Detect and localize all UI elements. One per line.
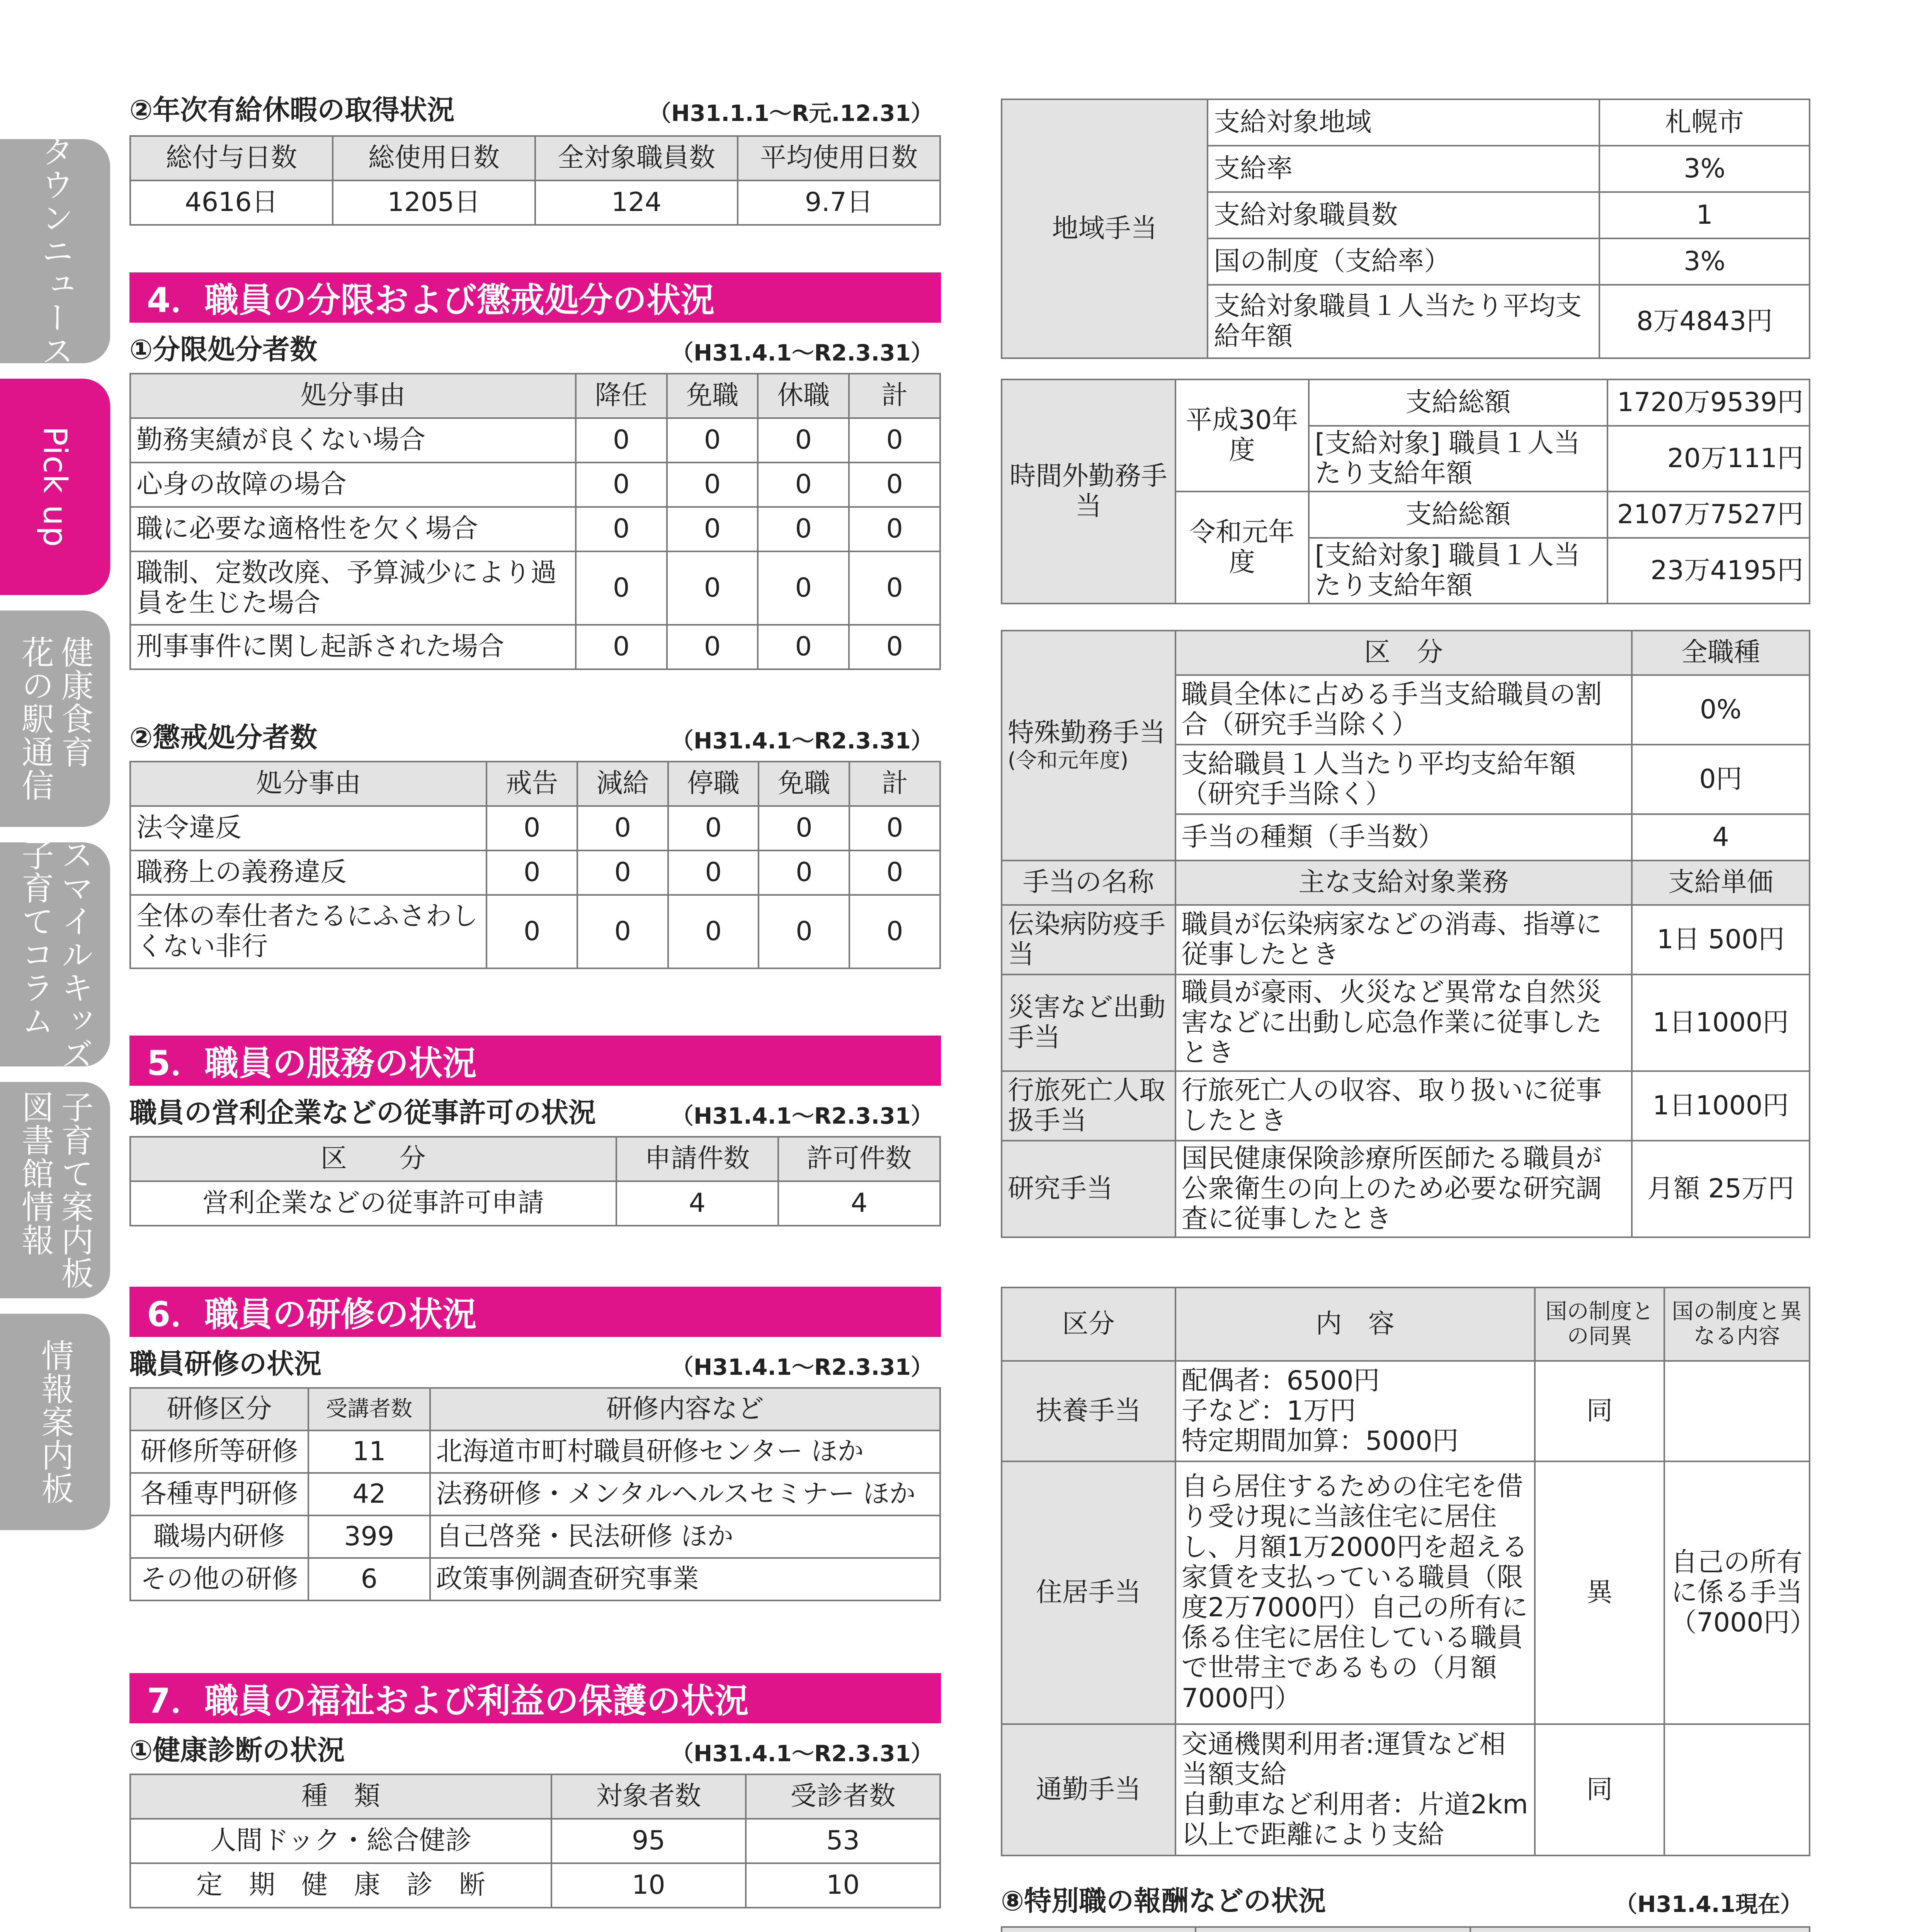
table-cell: 0 (577, 806, 668, 850)
table-cell: 0 (667, 625, 758, 669)
table-header: 停職 (668, 762, 759, 806)
table-header: 減給 (577, 762, 668, 806)
table-header: 休職 (758, 374, 849, 418)
table-cell: 支給対象地域 (1208, 99, 1599, 146)
family-housing-commute-table (1001, 1287, 1816, 1856)
subheading-title: ②懲戒処分者数 (129, 721, 318, 753)
table-cell: 0 (758, 418, 849, 463)
table-cell: 刑事事件に関し起訴された場合 (130, 625, 576, 669)
row-label: 地域手当 (1002, 99, 1208, 358)
table-row (1002, 1141, 1810, 1237)
table-header: 免職 (667, 374, 758, 418)
table-cell: 2107万7527円 (1607, 492, 1810, 538)
leave-table (129, 135, 941, 226)
table-row (1002, 1361, 1810, 1461)
table-cell: 通勤手当 (1002, 1724, 1175, 1855)
table-cell: 手当の種類（手当数） (1175, 814, 1632, 861)
table-row (130, 463, 940, 507)
table-cell: 0 (576, 507, 667, 551)
table-cell: 0 (667, 418, 758, 463)
period-label: （H31.4.1〜R2.3.31） (671, 1740, 933, 1767)
section-6 (129, 1287, 941, 1601)
table-cell: 勤務実績が良くない場合 (130, 418, 576, 463)
table-cell: 0 (577, 895, 668, 968)
table-row (130, 180, 940, 225)
special-posts-section (1001, 1884, 1810, 1932)
table-cell: 6 (308, 1558, 430, 1600)
table-row (130, 1819, 940, 1863)
table-cell: 各種専門研修 (130, 1473, 308, 1515)
table-cell: 53 (746, 1819, 940, 1863)
table-cell: 0 (849, 806, 940, 850)
table-header: 受診者数 (746, 1774, 940, 1819)
table-cell: [支給対象] 職員１人当たり支給年額 (1309, 426, 1608, 492)
table-cell: 法令違反 (130, 806, 486, 850)
side-tab-label: タウンニュース (36, 135, 74, 367)
section-4 (129, 272, 941, 969)
table-row (130, 418, 940, 463)
table-cell (1664, 1361, 1810, 1461)
table-cell: 同 (1535, 1361, 1664, 1461)
table-cell: 国の制度（支給率） (1208, 238, 1599, 285)
special-allowance-table (1001, 630, 1810, 1238)
table-cell: 支給総額 (1309, 379, 1608, 426)
side-tab-smile-kids[interactable] (0, 838, 110, 1071)
table-cell: 1205日 (333, 180, 535, 225)
table-cell: 0 (576, 625, 667, 669)
period-label: （H31.4.1現在） (1614, 1891, 1803, 1917)
table-cell: 伝染病防疫手当 (1002, 905, 1175, 975)
training-table (129, 1387, 941, 1601)
table-cell: 0 (849, 463, 940, 507)
table-row (130, 1515, 940, 1558)
table-row (1002, 99, 1810, 146)
table-cell: 政策事例調査研究事業 (430, 1558, 941, 1600)
table-cell: 交通機関利用者:運賃など相当額支給 自動車など利用者：片道2km以上で距離により支給 (1175, 1724, 1535, 1855)
table-header: 総付与日数 (130, 136, 333, 180)
table-cell: 人間ドック・総合健診 (130, 1819, 551, 1863)
table-row (1002, 1071, 1810, 1141)
leave-subheading (129, 93, 941, 128)
table-cell: 4616日 (130, 180, 333, 225)
subheading-title: ⑧特別職の報酬などの状況 (1001, 1885, 1326, 1917)
table-header: 申請件数 (616, 1137, 778, 1181)
table-cell: 自ら居住するための住宅を借り受け現に当該住宅に居住し、月額1万2000円を超える家賃を支払っている職員（限度2万7000円）自己の所有に係る住宅に居住している職員で世帯主であるもの（月額7000円） (1175, 1461, 1535, 1724)
table-row (130, 895, 940, 968)
table-cell: 0 (667, 463, 758, 507)
table-cell: 0 (668, 895, 759, 968)
subheading-title: ①健康診断の状況 (129, 1734, 345, 1766)
table-cell: 0 (577, 850, 668, 895)
table-cell: 10 (746, 1863, 940, 1908)
table-row (1002, 861, 1810, 905)
table-cell: 11 (308, 1430, 430, 1473)
table-cell: 扶養手当 (1002, 1361, 1175, 1461)
period-label: （H31.4.1〜R2.3.31） (671, 728, 933, 754)
table-cell: 4 (1632, 814, 1810, 861)
table-cell: 0 (576, 551, 667, 625)
table-header: 支給単価 (1632, 861, 1810, 905)
training-subheading (129, 1347, 941, 1381)
table-header: 受講者数 (308, 1388, 430, 1430)
table-cell: 自己啓発・民法研修 ほか (430, 1515, 941, 1558)
table-cell: 9.7日 (738, 180, 940, 225)
table-cell: 研修所等研修 (130, 1430, 308, 1473)
table-row (130, 1558, 940, 1600)
table-cell: 1 (1599, 192, 1810, 238)
table-cell: 3% (1599, 238, 1810, 285)
table-cell: [支給対象] 職員１人当たり支給年額 (1309, 538, 1608, 604)
table-cell: 全体の奉仕者たるにふさわしくない非行 (130, 895, 486, 968)
table-header (1002, 1927, 1196, 1932)
table-header: 総使用日数 (333, 136, 535, 180)
section-heading: 4．職員の分限および懲戒処分の状況 (129, 272, 941, 323)
bungen-table (129, 373, 941, 670)
table-cell: 支給対象職員１人当たり平均支給年額 (1208, 285, 1599, 358)
table-cell: 0 (576, 463, 667, 507)
table-cell: 0 (486, 806, 577, 850)
table-header: 計 (849, 374, 940, 418)
table-cell: 42 (308, 1473, 430, 1515)
side-tab-health[interactable] (0, 611, 110, 827)
overtime-allowance-table (1001, 379, 1810, 604)
table-header: 国の制度と異なる内容 (1664, 1287, 1810, 1361)
table-cell: 0 (758, 625, 849, 669)
table-cell: 心身の故障の場合 (130, 463, 576, 507)
table-cell: 0 (759, 806, 849, 850)
table-cell: 1720万9539円 (1607, 379, 1810, 426)
side-tab-town-news[interactable] (0, 135, 110, 367)
table-cell: 0 (667, 551, 758, 625)
special-posts-subheading (1001, 1884, 1810, 1918)
table-cell: 8万4843円 (1599, 285, 1810, 358)
table-cell: 住居手当 (1002, 1461, 1175, 1724)
section-heading: 6．職員の研修の状況 (129, 1287, 941, 1337)
table-cell: 支給職員１人当たり平均支給年額（研究手当除く） (1175, 745, 1632, 814)
table-cell: 0 (486, 850, 577, 895)
choukai-subheading (129, 720, 941, 755)
table-cell: 0 (849, 850, 940, 895)
table-cell: 支給率 (1208, 146, 1599, 192)
table-cell: 0 (758, 463, 849, 507)
period-label: （H31.4.1〜R2.3.31） (671, 1103, 933, 1129)
table-row (130, 1473, 940, 1515)
table-cell: 職員全体に占める手当支給職員の割合（研究手当除く） (1175, 675, 1632, 745)
side-tab-label: Pick up (36, 426, 74, 548)
table-cell: 災害など出動手当 (1002, 975, 1175, 1071)
side-tab-label: 情報案内板 (36, 1339, 74, 1505)
table-row (1002, 905, 1810, 975)
side-tab-pick-up[interactable] (0, 379, 110, 595)
table-header: 計 (849, 762, 940, 806)
table-header: 全対象職員数 (535, 136, 738, 180)
table-cell: 1日 500円 (1632, 905, 1810, 975)
table-row (130, 551, 940, 625)
table-header: 国の制度との同異 (1535, 1287, 1664, 1361)
table-cell: 異 (1535, 1461, 1664, 1724)
choukai-table (129, 761, 941, 969)
table-row (130, 507, 940, 551)
table-header: 手当の名称 (1002, 861, 1175, 905)
table-header: 区分 (1002, 1287, 1175, 1361)
year-cell: 平成30年度 (1175, 379, 1309, 492)
section-7 (129, 1673, 941, 1932)
period-label: （H31.1.1〜R元.12.31） (648, 100, 933, 126)
year-cell: 令和元年度 (1175, 492, 1309, 604)
table-row (130, 625, 940, 669)
fukumu-subheading (129, 1095, 941, 1130)
section-heading: 7．職員の福祉および利益の保護の状況 (129, 1673, 941, 1723)
table-header: 研修内容など (430, 1388, 941, 1430)
table-header: 種 類 (130, 1774, 551, 1819)
table-cell: 自己の所有に係る手当（7000円） (1664, 1461, 1810, 1724)
table-cell: 0 (668, 850, 759, 895)
table-cell: 1日1000円 (1632, 975, 1810, 1071)
table-cell: 職制、定数改廃、予算減少により過員を生じた場合 (130, 551, 576, 625)
table-row (1002, 975, 1810, 1071)
table-header: 降任 (576, 374, 667, 418)
table-cell: 職務上の義務違反 (130, 850, 486, 895)
table-cell: 0 (849, 507, 940, 551)
table-row (130, 1430, 940, 1473)
table-cell: その他の研修 (130, 1558, 308, 1600)
table-cell: 0 (849, 625, 940, 669)
table-cell: 0 (849, 551, 940, 625)
table-row (130, 850, 940, 895)
table-header: 対象者数 (551, 1774, 746, 1819)
table-row (1002, 1461, 1810, 1724)
bungen-subheading (129, 332, 941, 367)
side-tab-label: 子育て案内板 図書館情報 (16, 1090, 94, 1290)
health-table (129, 1774, 941, 1908)
subheading-title: 職員の営利企業などの従事許可の状況 (129, 1097, 596, 1129)
leave-section (129, 93, 941, 226)
table-cell: 札幌市 (1599, 99, 1810, 146)
table-cell: 北海道市町村職員研修センター ほか (430, 1430, 941, 1473)
subheading-title: 職員研修の状況 (129, 1348, 322, 1380)
table-cell: 0 (849, 418, 940, 463)
table-cell: 3% (1599, 146, 1810, 192)
table-cell: 0円 (1632, 745, 1810, 814)
table-cell: 0 (759, 850, 849, 895)
table-header: 許可件数 (778, 1137, 940, 1181)
table-cell: 0 (758, 551, 849, 625)
table-cell: 0 (668, 806, 759, 850)
table-cell: 支給総額 (1309, 492, 1608, 538)
table-header: 戒告 (486, 762, 577, 806)
table-cell: 0 (758, 507, 849, 551)
table-cell: 研究手当 (1002, 1141, 1175, 1237)
table-cell: 国民健康保険診療所医師たる職員が公衆衛生の向上のため必要な研究調査に従事したとき (1175, 1141, 1632, 1237)
special-label-sub: (令和元年度) (1008, 748, 1129, 773)
section-5 (129, 1036, 941, 1226)
special-label: 特殊勤務手当 (1008, 718, 1166, 748)
table-cell: 10 (551, 1863, 746, 1908)
table-cell: 0 (667, 507, 758, 551)
table-cell: 124 (535, 180, 738, 225)
row-label: 時間外勤務手当 (1002, 379, 1175, 604)
table-header: 研修区分 (130, 1388, 308, 1430)
row-label (1002, 631, 1175, 861)
table-header: 区 分 (1175, 631, 1632, 675)
table-cell: 同 (1535, 1724, 1664, 1855)
table-cell: 行旅死亡人取扱手当 (1002, 1071, 1175, 1141)
table-cell: 職員が豪雨、火災など異常な自然災害などに出動し応急作業に従事したとき (1175, 975, 1632, 1071)
table-header: 処分事由 (130, 762, 486, 806)
table-row (1002, 631, 1810, 675)
table-cell: 20万111円 (1607, 426, 1810, 492)
table-cell: 4 (616, 1181, 778, 1226)
table-cell: 0 (849, 895, 940, 968)
table-cell: 配偶者：6500円 子など：1万円 特定期間加算：5000円 (1175, 1361, 1535, 1461)
special-posts-table (1001, 1926, 1810, 1932)
table-cell: 1日1000円 (1632, 1071, 1810, 1141)
table-cell: 399 (308, 1515, 430, 1558)
table-row (1002, 379, 1810, 426)
table-cell: 支給対象職員数 (1208, 192, 1599, 238)
side-tab-label: スマイルキッズ 子育てコラム (16, 838, 94, 1071)
table-cell: 行旅死亡人の収容、取り扱いに従事したとき (1175, 1071, 1632, 1141)
table-cell: 月額 25万円 (1632, 1141, 1810, 1237)
table-cell: 定 期 健 康 診 断 (130, 1863, 551, 1908)
table-header: 区 分 (130, 1137, 616, 1181)
table-cell: 95 (551, 1819, 746, 1863)
table-row (1002, 1724, 1810, 1855)
subheading-title: ②年次有給休暇の取得状況 (129, 94, 455, 126)
table-header (1470, 1927, 1810, 1932)
table-cell: 営利企業などの従事許可申請 (130, 1181, 616, 1226)
table-header: 全職種 (1632, 631, 1810, 675)
side-tab-label: 健康食育 花の駅通信 (16, 636, 94, 802)
table-cell: 職に必要な適格性を欠く場合 (130, 507, 576, 551)
table-header: 平均使用日数 (738, 136, 940, 180)
table-header: 主な支給対象業務 (1175, 861, 1632, 905)
table-header: 免職 (759, 762, 849, 806)
table-cell: 職場内研修 (130, 1515, 308, 1558)
table-row (130, 1181, 940, 1226)
table-cell: 0% (1632, 675, 1810, 745)
table-header: 内 容 (1175, 1287, 1535, 1361)
table-row (130, 1863, 940, 1908)
section-heading: 5．職員の服務の状況 (129, 1036, 941, 1086)
table-cell: 法務研修・メンタルヘルスセミナー ほか (430, 1473, 941, 1515)
health-subheading (129, 1733, 941, 1768)
period-label: （H31.4.1〜R2.3.31） (671, 340, 933, 366)
period-label: （H31.4.1〜R2.3.31） (671, 1354, 933, 1380)
table-cell: 0 (576, 418, 667, 463)
side-tab-childcare[interactable] (0, 1082, 110, 1298)
table-cell: 0 (486, 895, 577, 968)
subheading-title: ①分限処分者数 (129, 333, 318, 366)
fukumu-table (129, 1136, 941, 1226)
table-row (130, 806, 940, 850)
table-cell: 4 (778, 1181, 940, 1226)
table-cell (1664, 1724, 1810, 1855)
side-tab-info[interactable] (0, 1314, 110, 1530)
regional-allowance-table (1001, 99, 1810, 359)
table-header (1196, 1927, 1470, 1932)
table-cell: 職員が伝染病家などの消毒、指導に従事したとき (1175, 905, 1632, 975)
table-header: 処分事由 (130, 374, 576, 418)
table-cell: 23万4195円 (1607, 538, 1810, 604)
table-cell: 0 (759, 895, 849, 968)
